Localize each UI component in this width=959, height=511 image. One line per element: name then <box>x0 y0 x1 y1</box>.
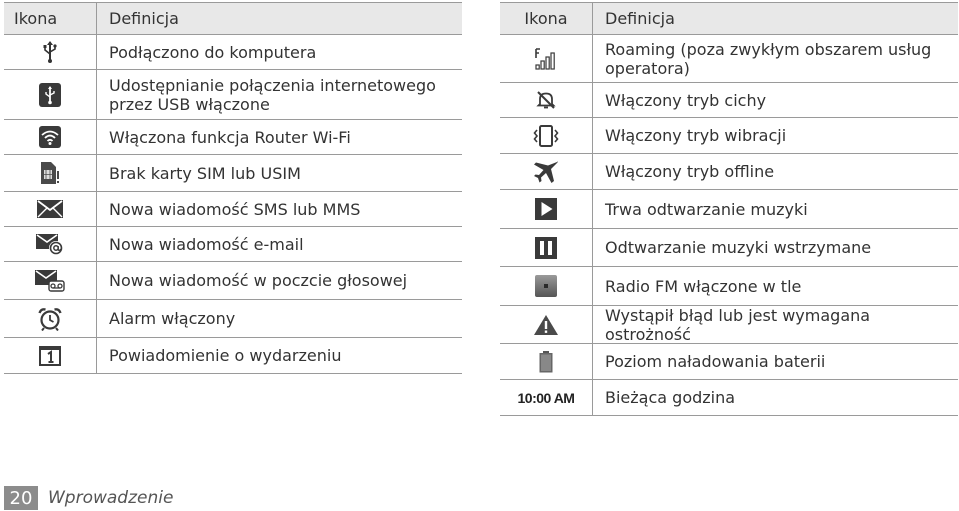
row-definition: Nowa wiadomość w poczcie głosowej <box>96 262 462 299</box>
table-header <box>500 3 958 35</box>
row-definition: Nowa wiadomość e-mail <box>96 227 462 261</box>
clock-text: 10:00 AM <box>517 389 575 406</box>
row-definition: Włączony tryb cichy <box>592 83 958 117</box>
table-row <box>500 380 958 416</box>
table-row <box>4 227 462 262</box>
row-definition: Roaming (poza zwykłym obszarem usług operatora) <box>592 35 958 82</box>
page-footer <box>4 486 173 510</box>
table-row <box>500 306 958 344</box>
table-row <box>4 70 462 120</box>
header-definition-column: Definicja <box>592 3 958 34</box>
row-definition: Podłączono do komputera <box>96 35 462 69</box>
icon-table-left <box>4 2 462 374</box>
play-icon <box>535 198 557 220</box>
calendar-event-icon <box>39 346 61 366</box>
table-row <box>500 83 958 118</box>
row-definition: Trwa odtwarzanie muzyki <box>592 190 958 228</box>
icon-table-right <box>500 2 958 416</box>
page-number: 20 <box>4 486 38 510</box>
airplane-icon <box>533 160 559 184</box>
table-row <box>500 229 958 267</box>
wifi-router-icon <box>39 126 61 148</box>
header-definition-column: Definicja <box>96 3 462 34</box>
roaming-icon <box>535 48 557 70</box>
row-definition: Powiadomienie o wydarzeniu <box>96 338 462 373</box>
table-row <box>500 190 958 229</box>
usb-tethering-icon <box>39 83 61 107</box>
row-definition: Włączony tryb offline <box>592 154 958 189</box>
silent-mode-icon <box>536 90 556 110</box>
battery-icon <box>539 351 553 373</box>
table-row <box>500 118 958 154</box>
row-definition: Udostępnianie połączenia internetowego przez USB włączone <box>96 70 462 119</box>
table-row <box>500 267 958 306</box>
pause-icon <box>535 237 557 259</box>
table-row <box>4 192 462 227</box>
row-definition: Nowa wiadomość SMS lub MMS <box>96 192 462 226</box>
table-row <box>4 338 462 374</box>
row-definition: Bieżąca godzina <box>592 380 958 415</box>
table-row <box>4 120 462 155</box>
vibrate-mode-icon <box>533 125 559 147</box>
row-definition: Alarm włączony <box>96 300 462 337</box>
email-icon <box>36 233 64 255</box>
usb-icon <box>42 41 58 63</box>
row-definition: Odtwarzanie muzyki wstrzymane <box>592 229 958 266</box>
no-sim-icon <box>40 161 60 185</box>
header-icon-column: Ikona <box>524 9 568 28</box>
table-row <box>500 154 958 190</box>
table-row <box>4 262 462 300</box>
table-row <box>4 300 462 338</box>
voicemail-icon <box>35 270 65 292</box>
fm-radio-icon <box>535 275 557 297</box>
message-icon <box>37 200 63 218</box>
table-header <box>4 3 462 35</box>
row-definition: Włączony tryb wibracji <box>592 118 958 153</box>
table-row <box>4 35 462 70</box>
table-row <box>500 344 958 380</box>
alarm-icon <box>38 307 62 331</box>
section-name: Wprowadzenie <box>48 488 174 508</box>
row-definition: Brak karty SIM lub USIM <box>96 155 462 191</box>
warning-icon <box>533 314 559 336</box>
row-definition: Wystąpił błąd lub jest wymagana ostrożność <box>592 306 958 343</box>
row-definition: Poziom naładowania baterii <box>592 344 958 379</box>
row-definition: Włączona funkcja Router Wi-Fi <box>96 120 462 154</box>
header-icon-column: Ikona <box>14 9 58 28</box>
table-row <box>500 35 958 83</box>
row-definition: Radio FM włączone w tle <box>592 267 958 305</box>
table-row <box>4 155 462 192</box>
